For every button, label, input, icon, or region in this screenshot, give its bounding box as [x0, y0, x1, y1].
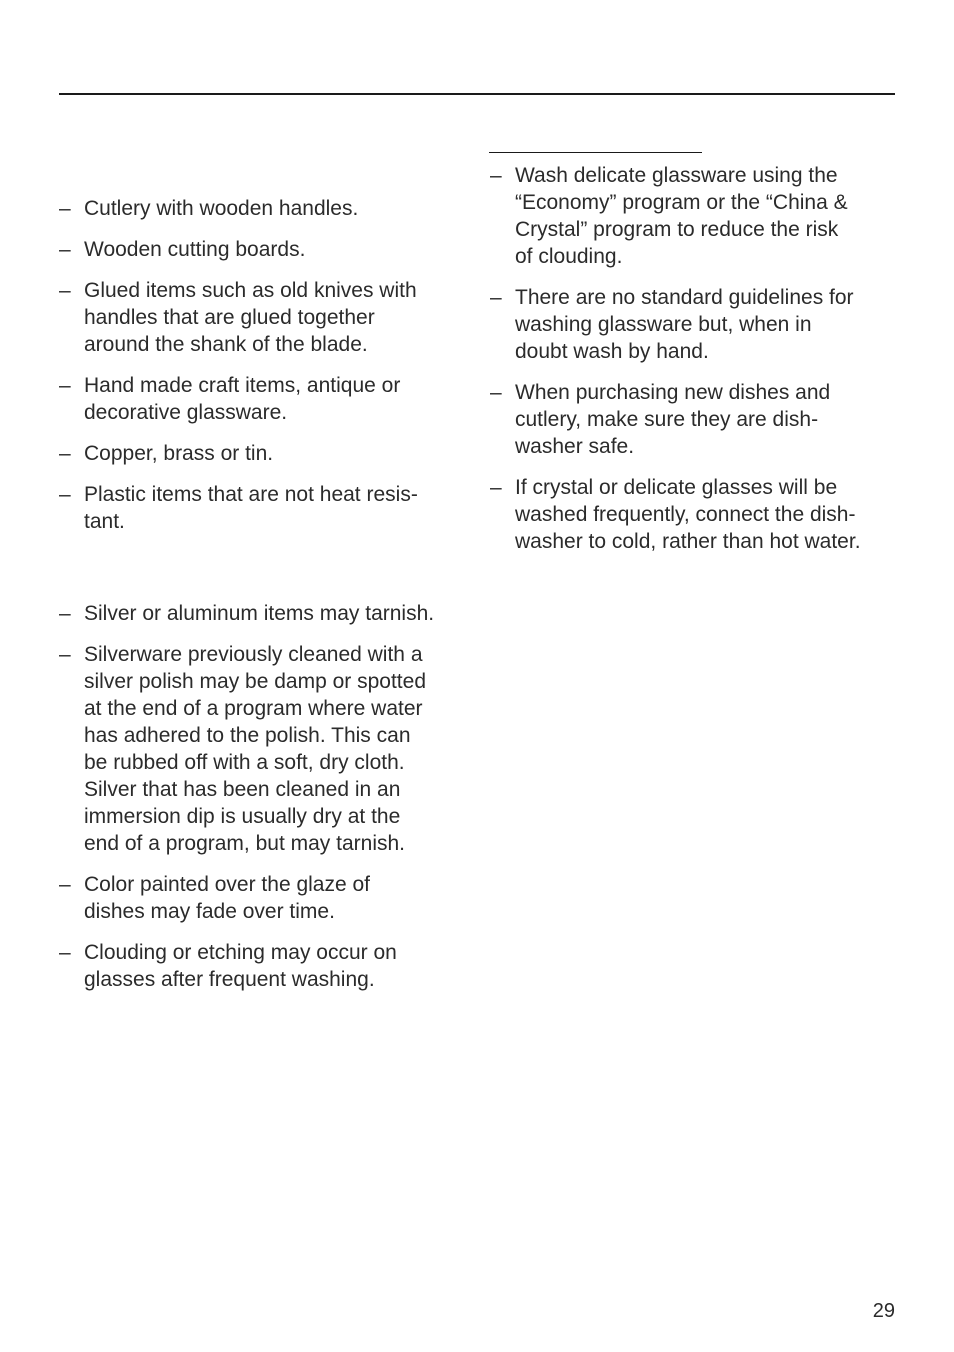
list-item-line: Glued items such as old knives with	[84, 279, 417, 302]
list-item-line: tant.	[84, 510, 125, 533]
list-item-line: handles that are glued together	[84, 306, 375, 329]
list-item	[490, 474, 900, 555]
dash-bullet: –	[59, 941, 71, 964]
list-item	[490, 379, 900, 460]
list-item	[59, 939, 469, 993]
list-item-line: dishes may fade over time.	[84, 900, 335, 923]
dash-bullet: –	[490, 476, 502, 499]
top-rule	[59, 93, 895, 95]
list-item	[59, 277, 469, 358]
dash-bullet: –	[59, 238, 71, 261]
dash-bullet: –	[59, 643, 71, 666]
list-item-line: Crystal” program to reduce the risk	[515, 218, 839, 241]
list-item-line: Plastic items that are not heat resis-	[84, 483, 418, 506]
dash-bullet: –	[490, 381, 502, 404]
glassware-tips-list	[490, 162, 900, 569]
list-item-line: Silverware previously cleaned with a	[84, 643, 423, 666]
list-item-line: has adhered to the polish. This can	[84, 724, 411, 747]
possible-damage-list	[59, 600, 469, 1007]
list-item-line: Color painted over the glaze of	[84, 873, 371, 896]
list-item	[490, 284, 900, 365]
list-item-line: washed frequently, connect the dish-	[515, 503, 856, 526]
section-heading-rule	[489, 152, 702, 153]
list-item	[59, 440, 469, 467]
list-item-line: Silver that has been cleaned in an	[84, 778, 401, 801]
list-item-line: at the end of a program where water	[84, 697, 423, 720]
dash-bullet: –	[59, 483, 71, 506]
list-item	[59, 372, 469, 426]
list-item-line: When purchasing new dishes and	[515, 381, 831, 404]
list-item-line: silver polish may be damp or spotted	[84, 670, 426, 693]
list-item-line: There are no standard guidelines for	[515, 286, 854, 309]
list-item-line: washer safe.	[515, 435, 635, 458]
list-item	[59, 195, 469, 222]
list-item-line: Silver or aluminum items may tarnish.	[84, 602, 435, 625]
dash-bullet: –	[59, 442, 71, 465]
dash-bullet: –	[59, 873, 71, 896]
list-item-line: Wooden cutting boards.	[84, 238, 306, 261]
list-item-line: of clouding.	[515, 245, 623, 268]
list-item-line: Wash delicate glassware using the	[515, 164, 838, 187]
list-item-line: around the shank of the blade.	[84, 333, 368, 356]
dash-bullet: –	[490, 164, 502, 187]
dash-bullet: –	[59, 602, 71, 625]
list-item-line: If crystal or delicate glasses will be	[515, 476, 838, 499]
page-number: 29	[872, 1300, 895, 1322]
list-item	[59, 600, 469, 627]
list-item-line: “Economy” program or the “China &	[515, 191, 848, 214]
list-item	[490, 162, 900, 270]
dash-bullet: –	[490, 286, 502, 309]
list-item-line: Clouding or etching may occur on	[84, 941, 397, 964]
dash-bullet: –	[59, 279, 71, 302]
list-item-line: doubt wash by hand.	[515, 340, 709, 363]
list-item	[59, 641, 469, 857]
list-item-line: glasses after frequent washing.	[84, 968, 375, 991]
list-item	[59, 871, 469, 925]
list-item-line: immersion dip is usually dry at the	[84, 805, 401, 828]
unsuitable-items-list	[59, 195, 469, 549]
list-item	[59, 481, 469, 535]
list-item-line: end of a program, but may tarnish.	[84, 832, 405, 855]
list-item-line: washer to cold, rather than hot water.	[515, 530, 861, 553]
list-item-line: cutlery, make sure they are dish-	[515, 408, 819, 431]
list-item-line: be rubbed off with a soft, dry cloth.	[84, 751, 405, 774]
list-item-line: washing glassware but, when in	[515, 313, 812, 336]
dash-bullet: –	[59, 374, 71, 397]
list-item-line: decorative glassware.	[84, 401, 288, 424]
list-item-line: Copper, brass or tin.	[84, 442, 274, 465]
list-item-line: Cutlery with wooden handles.	[84, 197, 359, 220]
dash-bullet: –	[59, 197, 71, 220]
list-item	[59, 236, 469, 263]
list-item-line: Hand made craft items, antique or	[84, 374, 401, 397]
